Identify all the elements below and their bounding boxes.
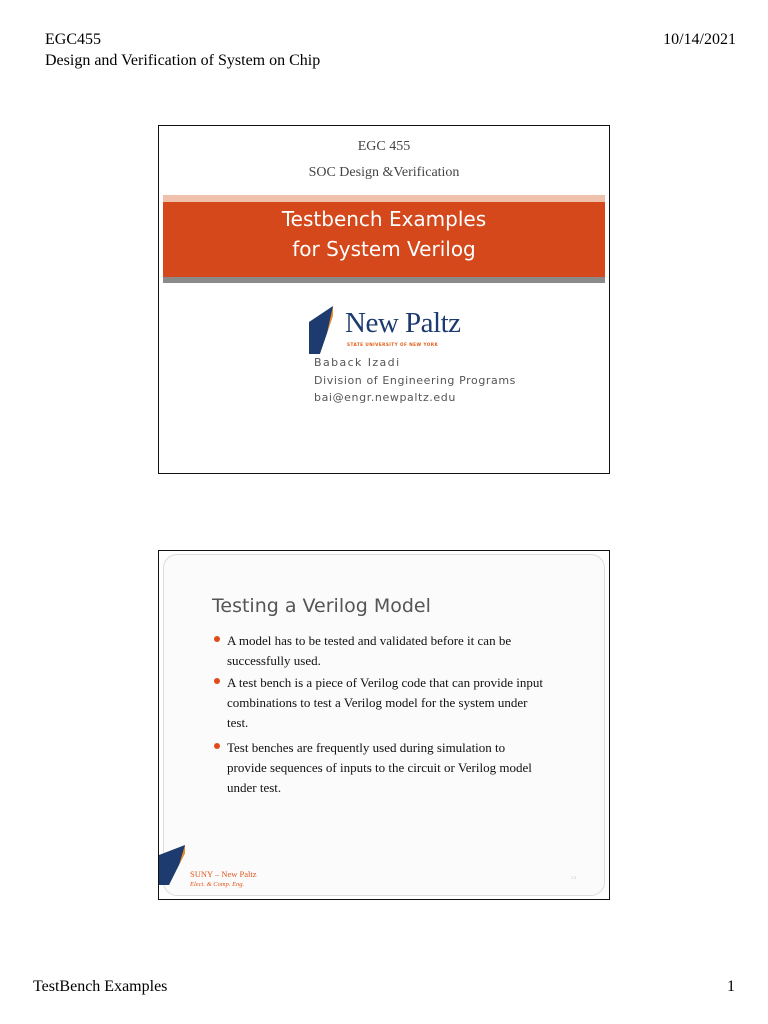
course-title: Design and Verification of System on Chip bbox=[45, 52, 321, 69]
slide-heading: Testing a Verilog Model bbox=[212, 595, 431, 617]
slide-footer-org: SUNY – New Paltz bbox=[190, 869, 257, 879]
author-name: Baback Izadi bbox=[314, 356, 401, 369]
new-paltz-logo bbox=[309, 306, 459, 356]
bullet-line: provide sequences of inputs to the circuit or Verilog model bbox=[227, 760, 532, 775]
new-paltz-logo-icon bbox=[159, 845, 189, 885]
course-code: EGC455 bbox=[45, 31, 101, 48]
title-band-shadow bbox=[163, 277, 605, 283]
slide-content-panel bbox=[163, 554, 605, 896]
author-division: Division of Engineering Programs bbox=[314, 374, 517, 387]
logo-tagline: STATE UNIVERSITY OF NEW YORK bbox=[347, 342, 439, 347]
bullet-line: A model has to be tested and validated before it can be bbox=[227, 633, 512, 648]
bullet-line: under test. bbox=[227, 780, 282, 795]
bullet-line: test. bbox=[227, 715, 249, 730]
slide-title-line-1: Testbench Examples bbox=[281, 207, 487, 231]
page-date: 10/14/2021 bbox=[663, 31, 736, 48]
new-paltz-logo-icon bbox=[309, 306, 339, 354]
page-number: 1 bbox=[727, 978, 735, 995]
bullet-icon bbox=[214, 678, 220, 684]
footer-title: TestBench Examples bbox=[33, 978, 168, 995]
bullet-line: Test benches are frequently used during simulation to bbox=[227, 740, 506, 755]
bullet-line: successfully used. bbox=[227, 653, 321, 668]
slide-2-content bbox=[158, 550, 610, 900]
logo-wordmark: New Paltz bbox=[345, 307, 461, 339]
slide-footer-dept: Elect. & Comp. Eng. bbox=[190, 881, 245, 888]
slide-title bbox=[159, 204, 609, 264]
title-band-highlight bbox=[163, 195, 605, 202]
bullet-line: combinations to test a Verilog model for the system under bbox=[227, 695, 528, 710]
slide-number: 1.2 bbox=[571, 875, 576, 880]
slide-course-code: EGC 455 bbox=[357, 139, 411, 154]
bullet-icon bbox=[214, 743, 220, 749]
slide-1-title bbox=[158, 125, 610, 474]
slide-title-line-2: for System Verilog bbox=[292, 237, 476, 261]
author-email: bai@engr.newpaltz.edu bbox=[314, 391, 456, 404]
bullet-line: A test bench is a piece of Verilog code that can provide input bbox=[227, 675, 543, 690]
slide-subject: SOC Design &Verification bbox=[308, 165, 460, 180]
bullet-icon bbox=[214, 636, 220, 642]
